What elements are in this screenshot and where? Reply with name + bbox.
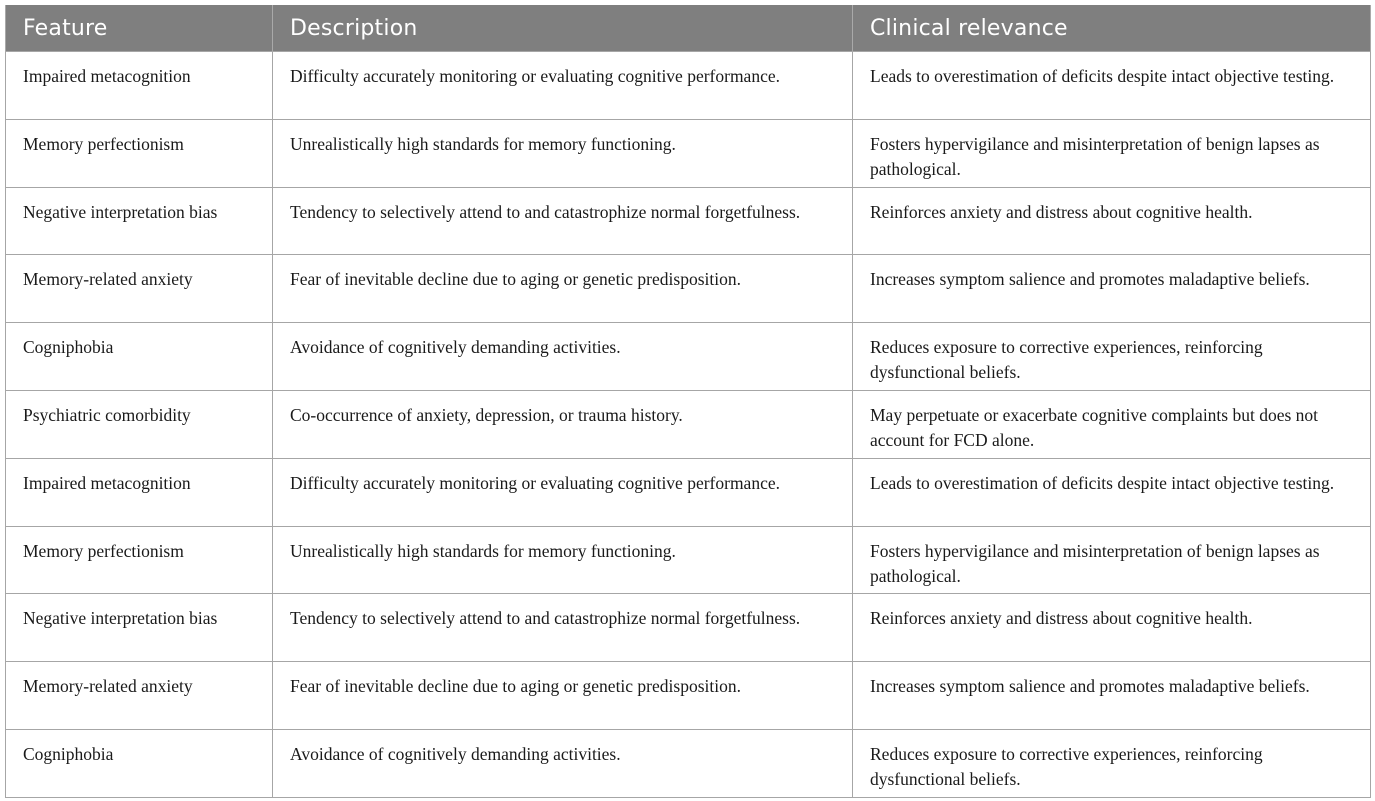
feature-cell: Cogniphobia (6, 729, 273, 797)
feature-cell: Psychiatric comorbidity (6, 390, 273, 458)
description-cell: Unrealistically high standards for memory functioning. (273, 526, 853, 594)
table-row (6, 323, 1371, 391)
table-header (6, 5, 1371, 52)
feature-cell: Memory perfectionism (6, 526, 273, 594)
description-cell: Difficulty accurately monitoring or evaluating cognitive performance. (273, 52, 853, 120)
feature-cell: Negative interpretation bias (6, 187, 273, 255)
feature-cell: Cogniphobia (6, 323, 273, 391)
feature-cell: Impaired metacognition (6, 458, 273, 526)
clinical-relevance-cell: Reduces exposure to corrective experiences, reinforcing dysfunctional beliefs. (853, 323, 1371, 391)
table-row (6, 662, 1371, 730)
description-cell: Avoidance of cognitively demanding activities. (273, 729, 853, 797)
table-row (6, 255, 1371, 323)
feature-cell: Memory-related anxiety (6, 255, 273, 323)
feature-cell: Negative interpretation bias (6, 594, 273, 662)
table-row (6, 594, 1371, 662)
clinical-relevance-cell: Leads to overestimation of deficits despite intact objective testing. (853, 52, 1371, 120)
header-clinical-relevance: Clinical relevance (853, 5, 1371, 52)
description-cell: Tendency to selectively attend to and catastrophize normal forgetfulness. (273, 187, 853, 255)
description-cell: Fear of inevitable decline due to aging or genetic predisposition. (273, 662, 853, 730)
clinical-relevance-cell: Fosters hypervigilance and misinterpretation of benign lapses as pathological. (853, 119, 1371, 187)
header-description: Description (273, 5, 853, 52)
clinical-features-table (5, 5, 1371, 798)
table-container (5, 5, 1370, 798)
table-row (6, 729, 1371, 797)
feature-cell: Memory-related anxiety (6, 662, 273, 730)
table-row (6, 119, 1371, 187)
table-row (6, 390, 1371, 458)
table-row (6, 526, 1371, 594)
table-row (6, 458, 1371, 526)
clinical-relevance-cell: Fosters hypervigilance and misinterpretation of benign lapses as pathological. (853, 526, 1371, 594)
description-cell: Unrealistically high standards for memory functioning. (273, 119, 853, 187)
description-cell: Fear of inevitable decline due to aging or genetic predisposition. (273, 255, 853, 323)
table-row (6, 187, 1371, 255)
clinical-relevance-cell: Reinforces anxiety and distress about cognitive health. (853, 594, 1371, 662)
clinical-relevance-cell: Increases symptom salience and promotes maladaptive beliefs. (853, 662, 1371, 730)
clinical-relevance-cell: Reinforces anxiety and distress about cognitive health. (853, 187, 1371, 255)
clinical-relevance-cell: Reduces exposure to corrective experiences, reinforcing dysfunctional beliefs. (853, 729, 1371, 797)
description-cell: Difficulty accurately monitoring or evaluating cognitive performance. (273, 458, 853, 526)
description-cell: Tendency to selectively attend to and catastrophize normal forgetfulness. (273, 594, 853, 662)
description-cell: Avoidance of cognitively demanding activities. (273, 323, 853, 391)
table-row (6, 52, 1371, 120)
clinical-relevance-cell: Leads to overestimation of deficits despite intact objective testing. (853, 458, 1371, 526)
header-row (6, 5, 1371, 52)
clinical-relevance-cell: Increases symptom salience and promotes maladaptive beliefs. (853, 255, 1371, 323)
feature-cell: Memory perfectionism (6, 119, 273, 187)
feature-cell: Impaired metacognition (6, 52, 273, 120)
clinical-relevance-cell: May perpetuate or exacerbate cognitive complaints but does not account for FCD alone. (853, 390, 1371, 458)
header-feature: Feature (6, 5, 273, 52)
description-cell: Co-occurrence of anxiety, depression, or trauma history. (273, 390, 853, 458)
table-body (6, 52, 1371, 798)
